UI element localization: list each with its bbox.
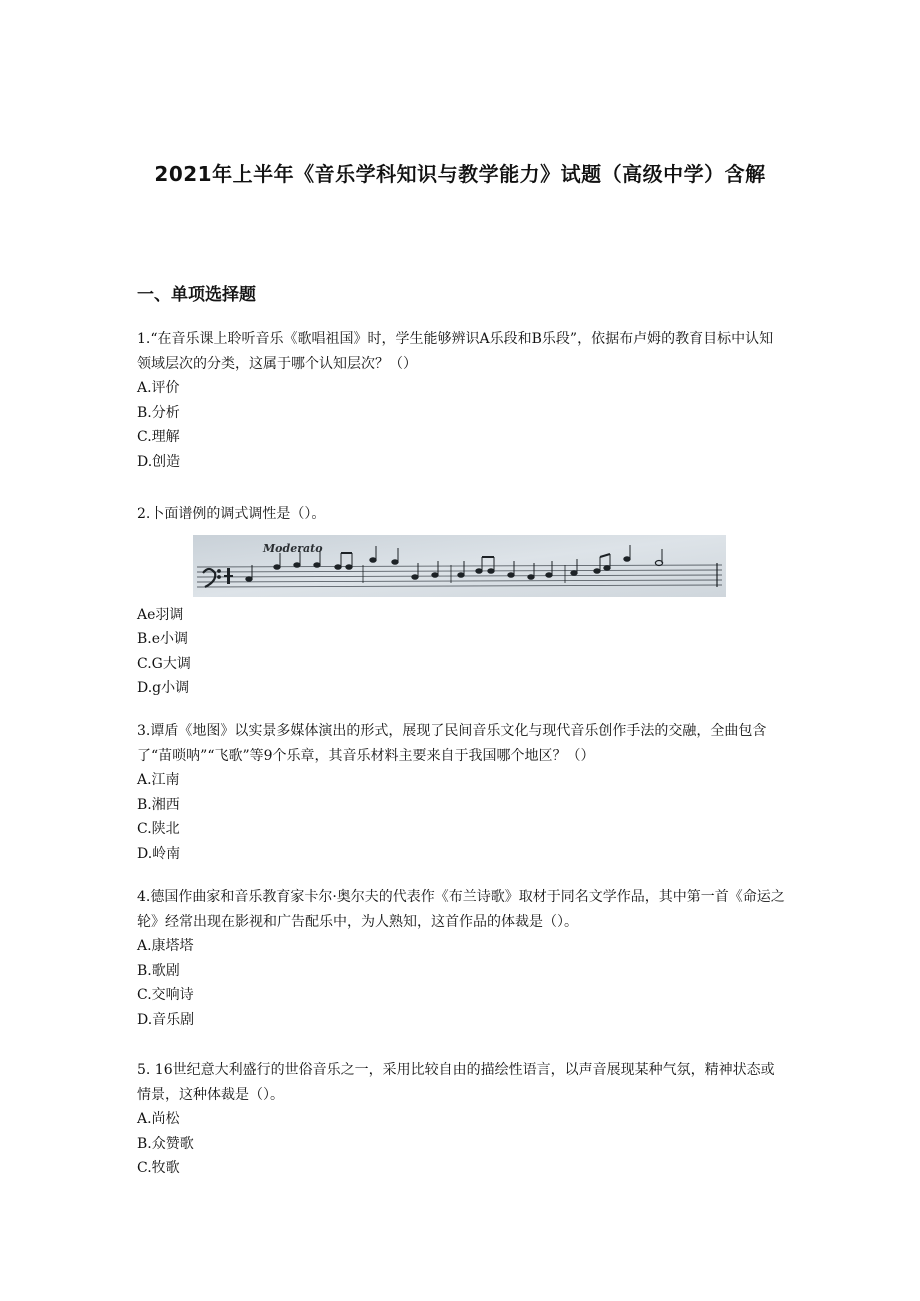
option-c: C.G大调 [137,655,191,672]
option-b: B.e小调 [137,631,189,647]
option-b: B.众赞歌 [137,1135,194,1152]
page-title: 2021年上半年《音乐学科知识与教学能力》试题（高级中学）含解 [154,162,766,186]
option-a: A.江南 [137,772,180,788]
option-b: B.湘西 [137,796,180,813]
option-c: C.陕北 [137,821,180,837]
option-a: A.评价 [137,380,180,396]
option-b: B.歌剧 [137,962,180,979]
section-heading: 一、单项选择题 [137,285,256,305]
option-a: A.尚松 [137,1111,180,1127]
option-a: A.康塔塔 [137,938,194,954]
question-stem: 3.谭盾《地图》以实景多媒体演出的形式，展现了民间音乐文化与现代音乐创作手法的交融，全曲包含了“苗唢呐”“飞歌”等9个乐章，其音乐材料主要来自于我国哪个地区？（） [137,723,767,764]
question-4 [137,885,787,1032]
option-d: D.创造 [137,453,181,470]
option-d: D.岭南 [137,845,181,862]
question-stem: 4.德国作曲家和音乐教育家卡尔·奥尔夫的代表作《布兰诗歌》取材于同名文学作品，其中第一首《命运之轮》经常出现在影视和广告配乐中，为人熟知，这首作品的体裁是（）。 [137,889,785,930]
option-d: D.g小调 [137,680,190,696]
question-stem: 1.“在音乐课上聆听音乐《歌唱祖国》时，学生能够辨识A乐段和B乐段”，依据布卢姆的教育目标中认知领域层次的分类，这属于哪个认知层次？（） [137,331,774,372]
question-1 [137,327,787,474]
option-b: B.分析 [137,404,180,421]
music-score-image [193,535,726,597]
question-3 [137,719,787,866]
option-c: C.牧歌 [137,1160,180,1176]
question-2 [137,502,787,701]
option-a: Ae羽调 [137,606,184,623]
question-stem: 5. 16世纪意大利盛行的世俗音乐之一，采用比较自由的描绘性语言，以声音展现某种气氛，精神状态或情景，这种体裁是（）。 [137,1062,775,1103]
score-tempo: Moderato [263,541,323,555]
option-d: D.音乐剧 [137,1011,195,1028]
option-c: C.交响诗 [137,987,194,1003]
question-5 [137,1058,787,1181]
option-c: C.理解 [137,429,180,445]
question-stem: 2.卜面谱例的调式调性是（）。 [137,506,326,522]
